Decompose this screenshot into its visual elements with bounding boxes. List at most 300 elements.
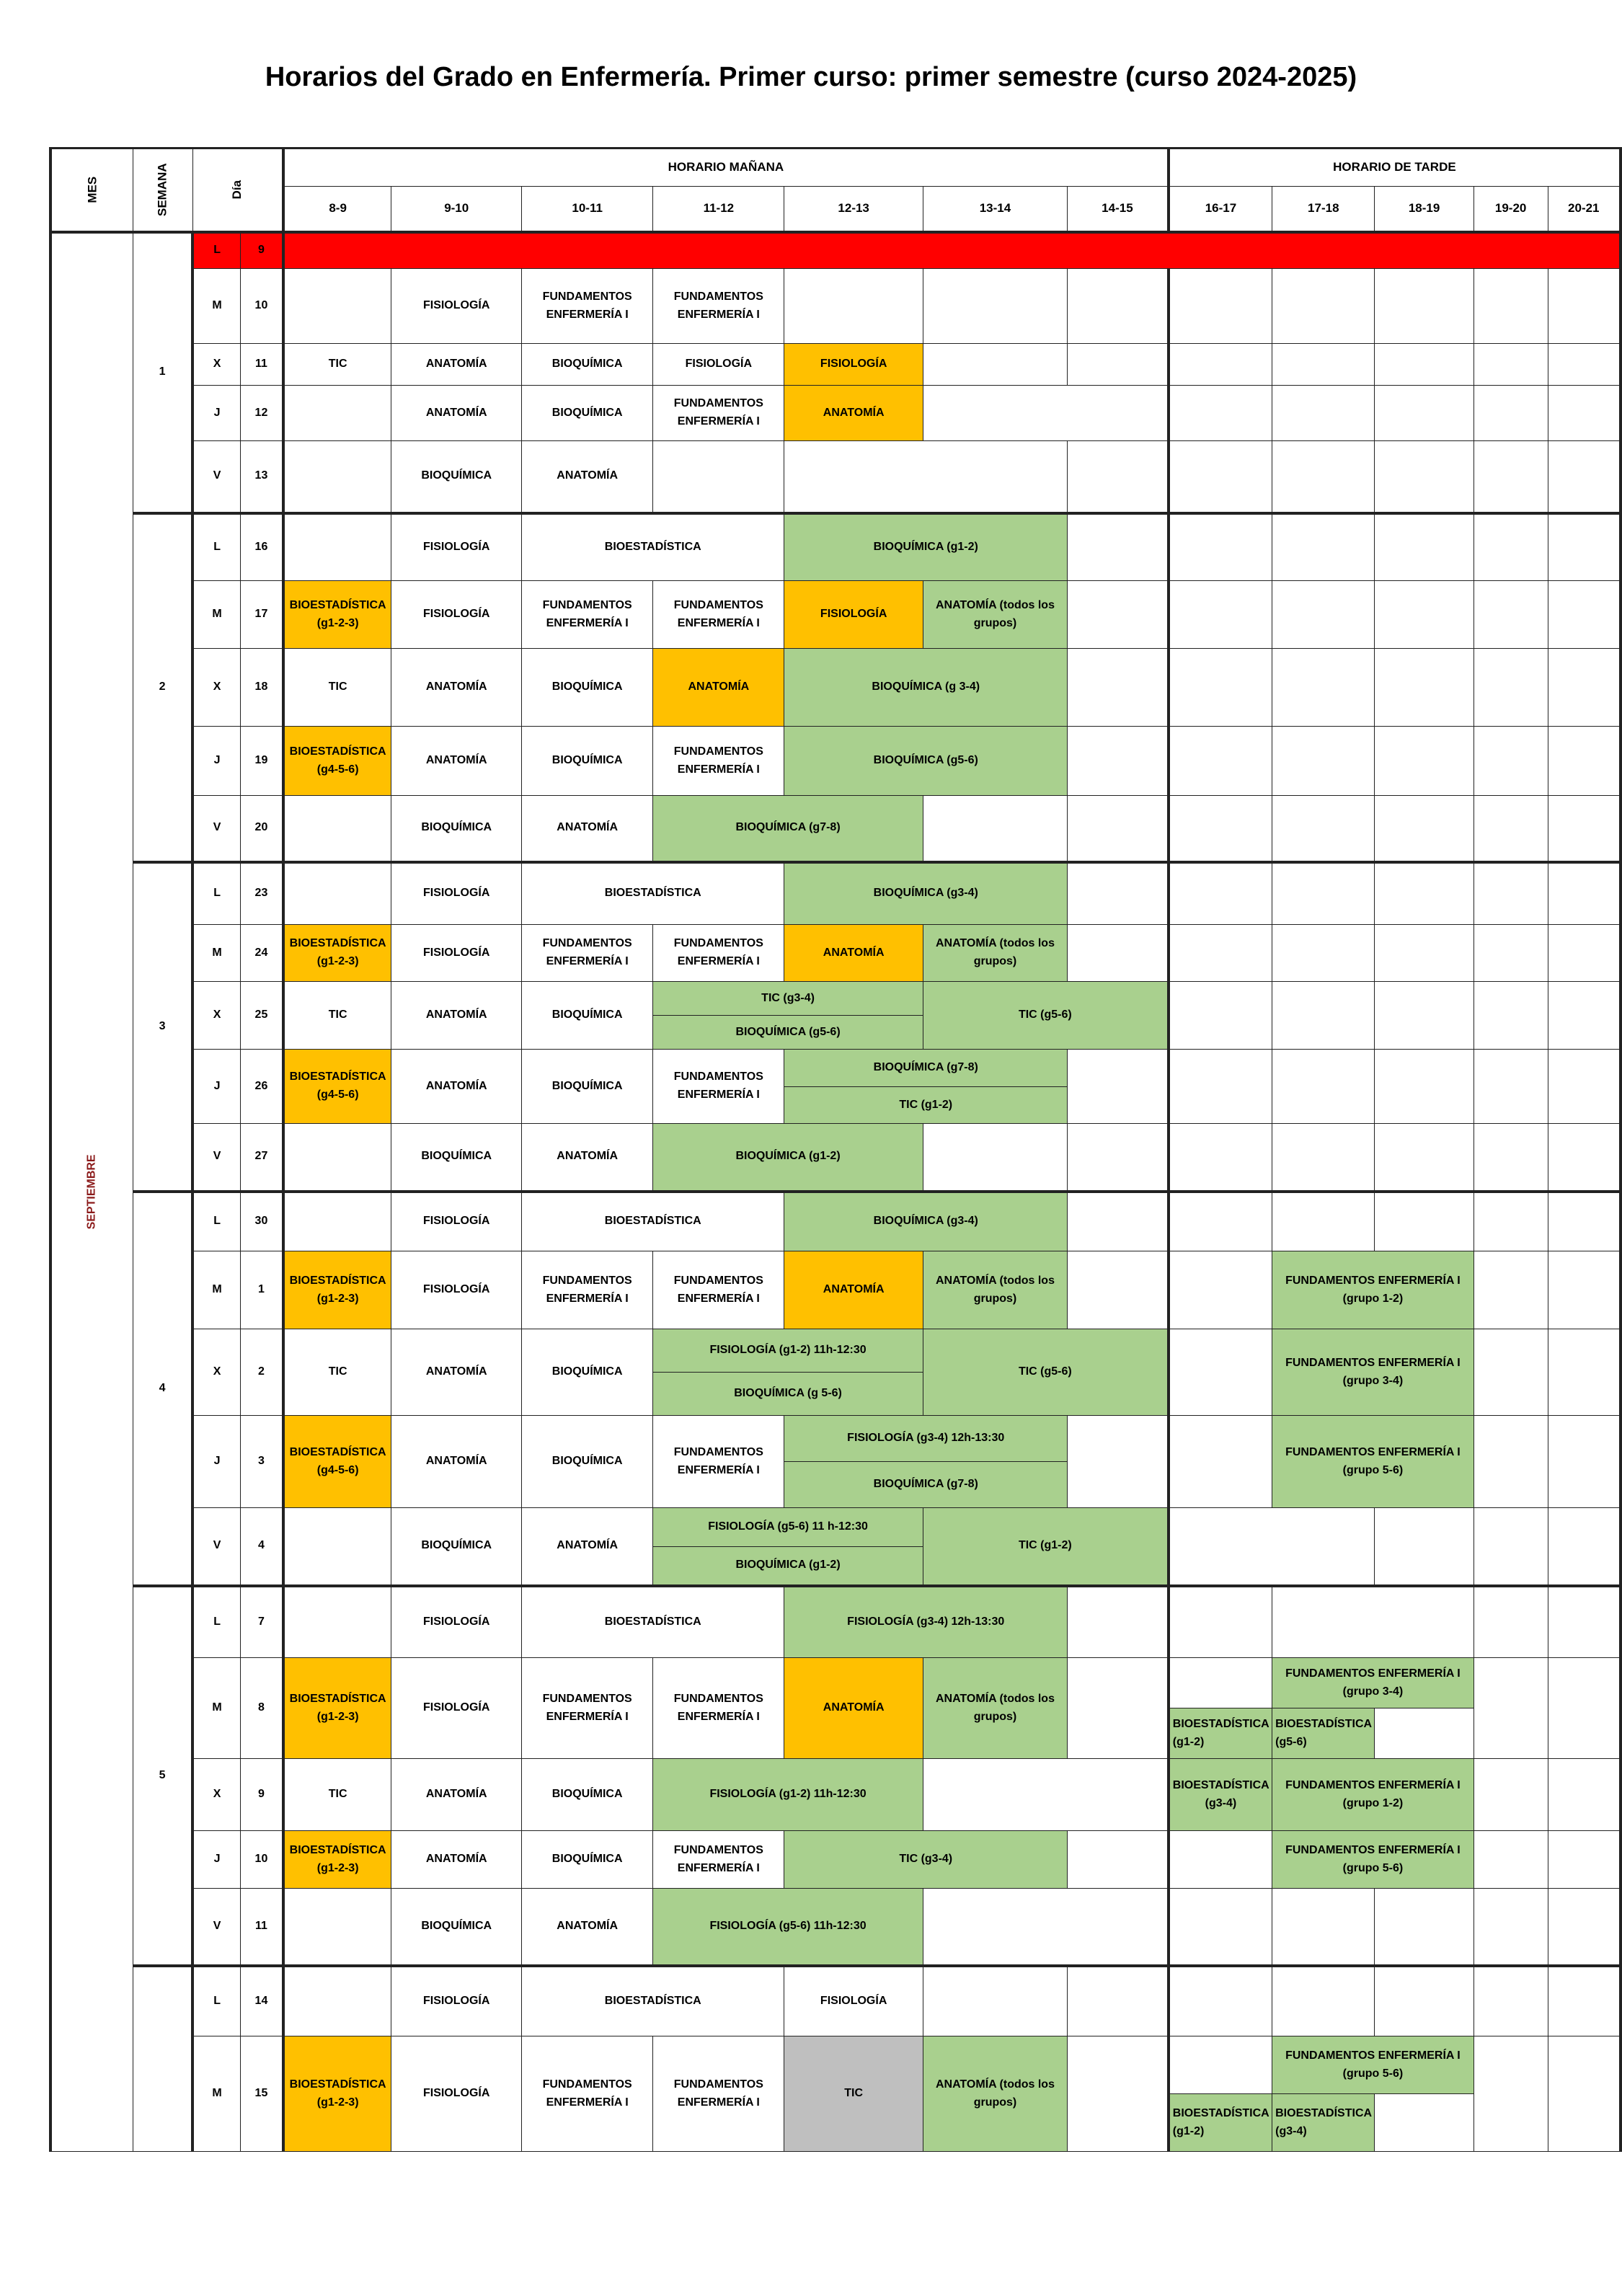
header-horario-manana: HORARIO MAÑANA <box>283 149 1169 187</box>
empty-cell <box>1473 2036 1548 2152</box>
empty-cell <box>1548 1124 1621 1192</box>
class-cell: TIC (g1-2) <box>784 1087 1068 1124</box>
empty-cell <box>1473 581 1548 649</box>
day-number: 9 <box>240 1759 283 1831</box>
class-cell: FUNDAMENTOS ENFERMERÍA I <box>653 1416 784 1508</box>
class-cell: FUNDAMENTOS ENFERMERÍA I <box>653 386 784 441</box>
empty-cell <box>1272 1124 1375 1192</box>
day-row <box>50 1124 1621 1192</box>
class-cell: FISIOLOGÍA <box>391 925 522 982</box>
empty-cell <box>1375 344 1473 386</box>
class-cell: BIOESTADÍSTICA <box>522 1586 784 1658</box>
empty-cell <box>1169 1889 1272 1966</box>
empty-cell <box>1375 1708 1473 1759</box>
day-row <box>50 1831 1621 1889</box>
day-number: 30 <box>240 1192 283 1251</box>
class-cell: TIC (g3-4) <box>653 982 923 1016</box>
class-cell: BIOESTADÍSTICA (g1-2-3) <box>283 581 391 649</box>
day-number: 2 <box>240 1329 283 1416</box>
class-cell: TIC <box>283 982 391 1050</box>
class-cell: BIOQUÍMICA (g5-6) <box>784 727 1068 796</box>
class-cell: BIOQUÍMICA <box>391 796 522 862</box>
empty-cell <box>1375 862 1473 925</box>
empty-cell <box>1548 2036 1621 2152</box>
class-cell: BIOQUÍMICA <box>391 1889 522 1966</box>
empty-cell <box>1272 441 1375 513</box>
day-letter: L <box>192 1966 240 2036</box>
day-row <box>50 269 1621 344</box>
class-cell: ANATOMÍA <box>522 1508 653 1586</box>
empty-cell <box>283 1508 391 1586</box>
empty-cell <box>1272 862 1375 925</box>
empty-cell <box>1375 727 1473 796</box>
class-cell: FUNDAMENTOS ENFERMERÍA I (grupo 5-6) <box>1272 1416 1474 1508</box>
empty-cell <box>1169 1050 1272 1124</box>
empty-cell <box>1068 925 1169 982</box>
class-cell: TIC (g5-6) <box>923 982 1168 1050</box>
empty-cell <box>1272 649 1375 727</box>
class-cell: BIOQUÍMICA <box>522 1329 653 1416</box>
empty-cell <box>784 441 1068 513</box>
empty-cell <box>1272 1586 1474 1658</box>
empty-cell <box>1068 1251 1169 1329</box>
day-row <box>50 344 1621 386</box>
empty-cell <box>1169 344 1272 386</box>
empty-cell <box>1272 344 1375 386</box>
class-cell: FUNDAMENTOS ENFERMERÍA I <box>522 581 653 649</box>
class-cell: FISIOLOGÍA <box>653 344 784 386</box>
class-cell: BIOESTADÍSTICA (g1-2-3) <box>283 1658 391 1759</box>
slot-header: 18-19 <box>1375 187 1473 232</box>
day-row <box>50 1658 1621 1708</box>
day-number: 26 <box>240 1050 283 1124</box>
empty-cell <box>1548 1192 1621 1251</box>
class-cell: BIOESTADÍSTICA <box>522 862 784 925</box>
class-cell: BIOESTADÍSTICA <box>522 1192 784 1251</box>
empty-cell <box>923 344 1067 386</box>
empty-cell <box>923 269 1067 344</box>
class-cell: ANATOMÍA <box>391 982 522 1050</box>
empty-cell <box>283 862 391 925</box>
day-row <box>50 925 1621 982</box>
empty-cell <box>1068 2036 1169 2152</box>
class-cell: FUNDAMENTOS ENFERMERÍA I <box>522 1658 653 1759</box>
empty-cell <box>1548 513 1621 581</box>
class-cell: BIOQUÍMICA <box>522 1050 653 1124</box>
header-mes-text: MES <box>84 176 99 203</box>
empty-cell <box>1473 1831 1548 1889</box>
empty-cell <box>1375 796 1473 862</box>
day-number: 12 <box>240 386 283 441</box>
header-dia-text: Día <box>230 180 244 200</box>
class-cell: FUNDAMENTOS ENFERMERÍA I <box>653 2036 784 2152</box>
empty-cell <box>1375 982 1473 1050</box>
week-number: 1 <box>133 232 193 513</box>
class-cell: FISIOLOGÍA <box>391 1192 522 1251</box>
day-row <box>50 1416 1621 1462</box>
day-letter: J <box>192 727 240 796</box>
empty-cell <box>1068 1831 1169 1889</box>
header-semana-text: SEMANA <box>155 163 169 217</box>
day-letter: V <box>192 1124 240 1192</box>
class-cell: BIOQUÍMICA (g5-6) <box>653 1016 923 1050</box>
class-cell: BIOQUÍMICA <box>522 344 653 386</box>
empty-cell <box>1375 581 1473 649</box>
empty-cell <box>1272 513 1375 581</box>
header-dia <box>192 149 283 232</box>
class-cell: FUNDAMENTOS ENFERMERÍA I <box>522 1251 653 1329</box>
day-letter: V <box>192 1508 240 1586</box>
empty-cell <box>923 386 1168 441</box>
day-letter: J <box>192 1831 240 1889</box>
day-letter: V <box>192 796 240 862</box>
empty-cell <box>1068 862 1169 925</box>
class-cell: BIOQUÍMICA <box>522 727 653 796</box>
empty-cell <box>1272 796 1375 862</box>
day-letter: M <box>192 1658 240 1759</box>
class-cell: TIC (g1-2) <box>923 1508 1168 1586</box>
empty-cell <box>1068 1966 1169 2036</box>
class-cell: ANATOMÍA (todos los grupos) <box>923 1658 1067 1759</box>
empty-cell <box>1473 1416 1548 1508</box>
empty-cell <box>1473 1966 1548 2036</box>
empty-cell <box>1169 1251 1272 1329</box>
class-cell: FISIOLOGÍA <box>391 1586 522 1658</box>
empty-cell <box>1548 441 1621 513</box>
empty-cell <box>1169 1416 1272 1508</box>
empty-cell <box>1169 441 1272 513</box>
empty-cell <box>1473 1586 1548 1658</box>
empty-cell <box>923 1889 1168 1966</box>
class-cell: FISIOLOGÍA <box>391 581 522 649</box>
empty-cell <box>1473 1759 1548 1831</box>
empty-cell <box>1272 581 1375 649</box>
class-cell: FUNDAMENTOS ENFERMERÍA I <box>653 925 784 982</box>
class-cell: TIC <box>283 1329 391 1416</box>
class-cell: BIOESTADÍSTICA (g1-2-3) <box>283 925 391 982</box>
day-row <box>50 1889 1621 1966</box>
empty-cell <box>1169 862 1272 925</box>
empty-cell <box>1169 727 1272 796</box>
class-cell: FUNDAMENTOS ENFERMERÍA I <box>653 1050 784 1124</box>
empty-cell <box>1548 1050 1621 1124</box>
empty-cell <box>1169 1329 1272 1416</box>
class-cell: BIOESTADÍSTICA (g3-4) <box>1272 2094 1375 2152</box>
class-cell: BIOQUÍMICA <box>522 1831 653 1889</box>
header-mes <box>50 149 133 232</box>
empty-cell <box>1473 513 1548 581</box>
slot-header: 19-20 <box>1473 187 1548 232</box>
empty-cell <box>283 796 391 862</box>
empty-cell <box>1068 649 1169 727</box>
day-number: 1 <box>240 1251 283 1329</box>
day-row <box>50 386 1621 441</box>
empty-cell <box>1473 1658 1548 1759</box>
class-cell: BIOQUÍMICA (g3-4) <box>784 1192 1068 1251</box>
class-cell: FISIOLOGÍA <box>391 1658 522 1759</box>
empty-cell <box>1473 796 1548 862</box>
day-row <box>50 1759 1621 1831</box>
empty-cell <box>1548 344 1621 386</box>
class-cell: BIOQUÍMICA <box>522 649 653 727</box>
empty-cell <box>1068 727 1169 796</box>
day-letter: J <box>192 386 240 441</box>
day-letter: M <box>192 581 240 649</box>
day-letter: X <box>192 1759 240 1831</box>
empty-cell <box>1169 1586 1272 1658</box>
class-cell: BIOESTADÍSTICA (g1-2-3) <box>283 2036 391 2152</box>
empty-cell <box>1169 2036 1272 2094</box>
day-row <box>50 649 1621 727</box>
day-letter: L <box>192 1192 240 1251</box>
slot-header: 10-11 <box>522 187 653 232</box>
class-cell: FISIOLOGÍA <box>391 862 522 925</box>
day-number: 7 <box>240 1586 283 1658</box>
empty-cell <box>1375 1889 1473 1966</box>
empty-cell <box>283 1889 391 1966</box>
class-cell: FUNDAMENTOS ENFERMERÍA I <box>522 269 653 344</box>
empty-cell <box>1548 1416 1621 1508</box>
page-title: Horarios del Grado en Enfermería. Primer curso: primer semestre (curso 2024-2025) <box>265 62 1357 92</box>
day-number: 16 <box>240 513 283 581</box>
empty-cell <box>1375 441 1473 513</box>
empty-cell <box>1068 513 1169 581</box>
empty-cell <box>784 269 923 344</box>
class-cell: FUNDAMENTOS ENFERMERÍA I (grupo 5-6) <box>1272 1831 1474 1889</box>
empty-cell <box>1473 727 1548 796</box>
empty-cell <box>923 1124 1067 1192</box>
class-cell: BIOQUÍMICA <box>391 1124 522 1192</box>
class-cell: FUNDAMENTOS ENFERMERÍA I <box>653 581 784 649</box>
empty-cell <box>1473 1508 1548 1586</box>
class-cell: ANATOMÍA <box>391 1050 522 1124</box>
empty-cell <box>1169 513 1272 581</box>
empty-cell <box>1473 862 1548 925</box>
class-cell: ANATOMÍA <box>391 1759 522 1831</box>
empty-cell <box>1375 1192 1473 1251</box>
day-row <box>50 796 1621 862</box>
class-cell: BIOQUÍMICA <box>391 441 522 513</box>
empty-cell <box>1473 1889 1548 1966</box>
class-cell: ANATOMÍA <box>522 796 653 862</box>
day-number: 18 <box>240 649 283 727</box>
class-cell: BIOQUÍMICA (g7-8) <box>653 796 923 862</box>
day-row <box>50 727 1621 796</box>
empty-cell <box>1169 269 1272 344</box>
day-number: 19 <box>240 727 283 796</box>
empty-cell <box>923 1759 1168 1831</box>
empty-cell <box>1473 441 1548 513</box>
empty-cell <box>283 1192 391 1251</box>
class-cell: ANATOMÍA <box>784 386 923 441</box>
empty-cell <box>1375 925 1473 982</box>
empty-cell <box>1169 1508 1375 1586</box>
class-cell: BIOESTADÍSTICA (g1-2-3) <box>283 1831 391 1889</box>
day-number: 15 <box>240 2036 283 2152</box>
class-cell: FUNDAMENTOS ENFERMERÍA I <box>653 1251 784 1329</box>
empty-cell <box>1169 1831 1272 1889</box>
empty-cell <box>923 1966 1067 2036</box>
header-horario-tarde: HORARIO DE TARDE <box>1169 149 1621 187</box>
empty-cell <box>1548 1658 1621 1759</box>
empty-cell <box>1375 386 1473 441</box>
empty-cell <box>1548 1508 1621 1586</box>
day-row <box>50 1329 1621 1373</box>
empty-cell <box>1169 581 1272 649</box>
empty-cell <box>1548 1966 1621 2036</box>
day-number: 9 <box>240 232 283 269</box>
class-cell: TIC <box>283 649 391 727</box>
day-letter: X <box>192 344 240 386</box>
day-number: 8 <box>240 1658 283 1759</box>
week-number: 5 <box>133 1586 193 1966</box>
empty-cell <box>1473 649 1548 727</box>
class-cell: FUNDAMENTOS ENFERMERÍA I (grupo 5-6) <box>1272 2036 1474 2094</box>
class-cell: FISIOLOGÍA <box>391 1251 522 1329</box>
empty-cell <box>1272 982 1375 1050</box>
day-number: 14 <box>240 1966 283 2036</box>
class-cell: BIOQUÍMICA (g1-2) <box>653 1547 923 1586</box>
empty-cell <box>1068 1050 1169 1124</box>
empty-cell <box>1548 1251 1621 1329</box>
empty-cell <box>1169 796 1272 862</box>
class-cell: FUNDAMENTOS ENFERMERÍA I <box>653 1658 784 1759</box>
empty-cell <box>1548 269 1621 344</box>
class-cell: FISIOLOGÍA (g5-6) 11 h-12:30 <box>653 1508 923 1547</box>
day-letter: M <box>192 269 240 344</box>
day-letter: L <box>192 513 240 581</box>
class-cell: ANATOMÍA <box>522 441 653 513</box>
empty-cell <box>1473 344 1548 386</box>
empty-cell <box>1375 1050 1473 1124</box>
empty-cell <box>1169 1658 1272 1708</box>
empty-cell <box>1272 1889 1375 1966</box>
empty-cell <box>1169 925 1272 982</box>
class-cell: TIC <box>283 344 391 386</box>
empty-cell <box>1548 925 1621 982</box>
class-cell: FISIOLOGÍA (g1-2) 11h-12:30 <box>653 1759 923 1831</box>
empty-cell <box>1169 982 1272 1050</box>
day-number: 11 <box>240 1889 283 1966</box>
slot-header: 17-18 <box>1272 187 1375 232</box>
class-cell: ANATOMÍA <box>784 1658 923 1759</box>
day-number: 4 <box>240 1508 283 1586</box>
class-cell: ANATOMÍA <box>653 649 784 727</box>
day-row <box>50 232 1621 269</box>
day-row <box>50 862 1621 925</box>
empty-cell <box>1375 269 1473 344</box>
empty-cell <box>1375 1508 1473 1586</box>
class-cell: BIOESTADÍSTICA (g1-2) <box>1169 2094 1272 2152</box>
empty-cell <box>1169 1192 1272 1251</box>
week-number: 3 <box>133 862 193 1192</box>
empty-cell <box>283 1586 391 1658</box>
empty-cell <box>1068 269 1169 344</box>
day-row <box>50 2036 1621 2094</box>
class-cell: BIOESTADÍSTICA (g4-5-6) <box>283 727 391 796</box>
day-row <box>50 581 1621 649</box>
class-cell: FUNDAMENTOS ENFERMERÍA I <box>522 2036 653 2152</box>
empty-cell <box>283 269 391 344</box>
empty-cell <box>1068 1416 1169 1508</box>
empty-cell <box>283 386 391 441</box>
empty-cell <box>1548 1329 1621 1416</box>
empty-cell <box>1272 727 1375 796</box>
empty-cell <box>1548 1586 1621 1658</box>
empty-cell <box>283 1124 391 1192</box>
day-number: 23 <box>240 862 283 925</box>
empty-cell <box>1473 1251 1548 1329</box>
day-row <box>50 982 1621 1016</box>
day-number: 24 <box>240 925 283 982</box>
day-number: 10 <box>240 269 283 344</box>
empty-cell <box>1548 581 1621 649</box>
class-cell: ANATOMÍA <box>391 344 522 386</box>
week-number <box>133 1966 193 2152</box>
class-cell: BIOESTADÍSTICA <box>522 1966 784 2036</box>
empty-cell <box>283 513 391 581</box>
class-cell: FISIOLOGÍA <box>391 269 522 344</box>
class-cell: TIC (g3-4) <box>784 1831 1068 1889</box>
day-number: 13 <box>240 441 283 513</box>
day-row <box>50 1966 1621 2036</box>
class-cell: ANATOMÍA (todos los grupos) <box>923 925 1067 982</box>
day-letter: V <box>192 1889 240 1966</box>
empty-cell <box>1548 982 1621 1050</box>
class-cell: ANATOMÍA <box>391 1831 522 1889</box>
day-letter: M <box>192 2036 240 2152</box>
empty-cell <box>1548 862 1621 925</box>
class-cell: BIOESTADÍSTICA (g5-6) <box>1272 1708 1375 1759</box>
class-cell: ANATOMÍA (todos los grupos) <box>923 1251 1067 1329</box>
class-cell: TIC <box>283 1759 391 1831</box>
class-cell: ANATOMÍA (todos los grupos) <box>923 2036 1067 2152</box>
empty-cell <box>1473 1124 1548 1192</box>
day-letter: X <box>192 1329 240 1416</box>
empty-cell <box>1548 796 1621 862</box>
class-cell: BIOQUÍMICA <box>522 982 653 1050</box>
empty-cell <box>1169 1124 1272 1192</box>
empty-cell <box>1375 2094 1473 2152</box>
class-cell: BIOQUÍMICA (g3-4) <box>784 862 1068 925</box>
class-cell: ANATOMÍA <box>522 1889 653 1966</box>
class-cell: ANATOMÍA <box>784 925 923 982</box>
day-letter: X <box>192 649 240 727</box>
class-cell: FUNDAMENTOS ENFERMERÍA I (grupo 1-2) <box>1272 1251 1474 1329</box>
class-cell: FISIOLOGÍA <box>391 2036 522 2152</box>
mes-cell <box>50 232 133 2152</box>
schedule-table <box>49 147 1622 2152</box>
empty-cell <box>1068 1124 1169 1192</box>
empty-cell <box>1473 1329 1548 1416</box>
holiday-bar <box>283 232 1621 269</box>
empty-cell <box>1272 1050 1375 1124</box>
empty-cell <box>1548 649 1621 727</box>
class-cell: BIOQUÍMICA <box>522 386 653 441</box>
slot-header: 20-21 <box>1548 187 1621 232</box>
day-letter: J <box>192 1050 240 1124</box>
empty-cell <box>1068 1192 1169 1251</box>
empty-cell <box>1068 581 1169 649</box>
day-letter: L <box>192 862 240 925</box>
empty-cell <box>1473 1050 1548 1124</box>
class-cell: FISIOLOGÍA <box>784 581 923 649</box>
day-number: 3 <box>240 1416 283 1508</box>
class-cell: BIOESTADÍSTICA (g1-2-3) <box>283 1251 391 1329</box>
class-cell: ANATOMÍA <box>522 1124 653 1192</box>
class-cell: TIC (g5-6) <box>923 1329 1168 1416</box>
class-cell: BIOESTADÍSTICA (g4-5-6) <box>283 1050 391 1124</box>
